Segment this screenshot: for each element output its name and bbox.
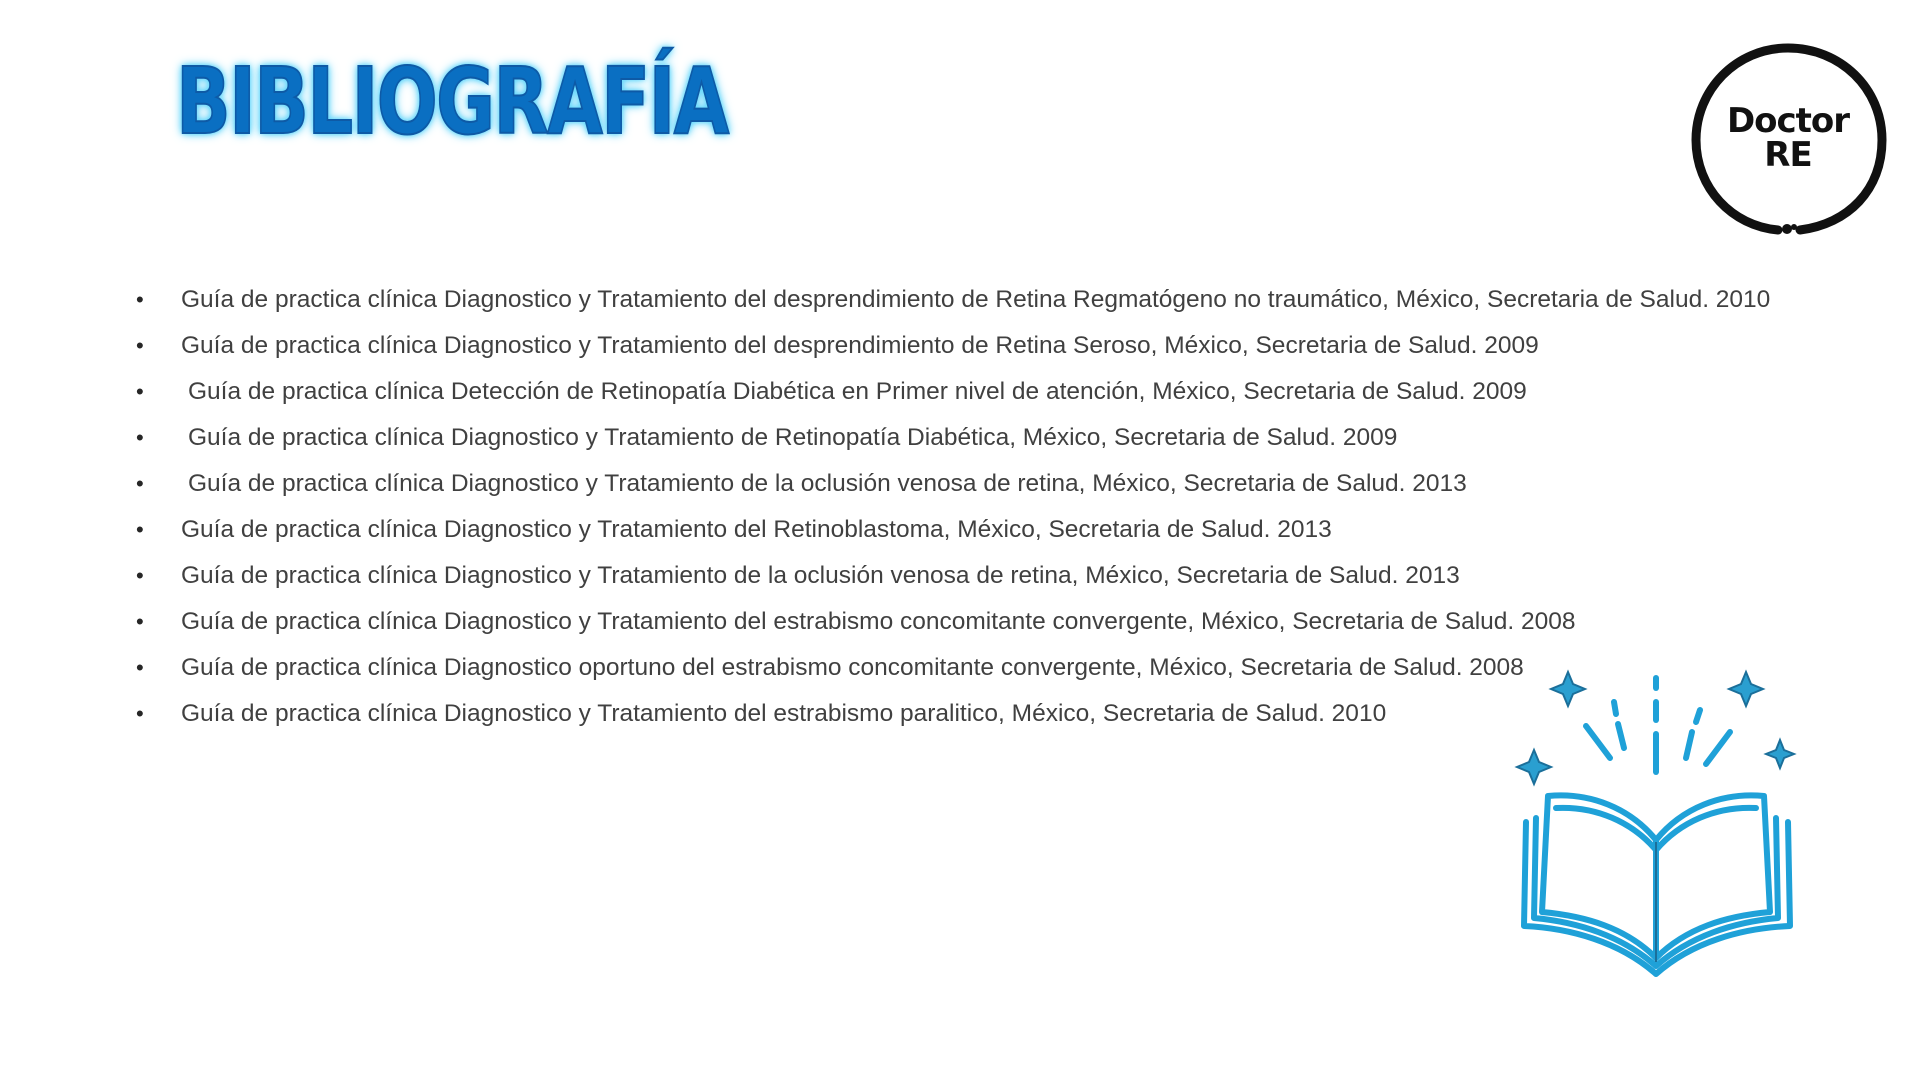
logo-text: [1688, 101, 1888, 175]
doctor-re-logo: [1688, 40, 1888, 240]
bullet-icon: •: [136, 517, 144, 542]
open-book-sparkles-icon: [1510, 662, 1812, 980]
reference-item: [136, 560, 1736, 591]
reference-item: [136, 422, 1736, 453]
bullet-icon: •: [136, 333, 144, 358]
bullet-icon: •: [136, 425, 144, 450]
reference-text: Guía de practica clínica Detección de Retinopatía Diabética en Primer nivel de atención, México, Secretaria de Salud. 2009: [188, 378, 1527, 405]
reference-text: Guía de practica clínica Diagnostico y Tratamiento del estrabismo concomitante convergente, México, Secretaria de Salud. 2008: [181, 608, 1576, 635]
reference-item: [136, 330, 1736, 361]
bullet-icon: •: [136, 563, 144, 588]
reference-text: Guía de practica clínica Diagnostico y Tratamiento de la oclusión venosa de retina, México, Secretaria de Salud. 2013: [188, 470, 1467, 497]
reference-item: [136, 698, 1736, 729]
reference-item: [136, 606, 1736, 637]
reference-text: Guía de practica clínica Diagnostico y Tratamiento del Retinoblastoma, México, Secretaria de Salud. 2013: [181, 516, 1332, 543]
bullet-icon: •: [136, 609, 144, 634]
reference-text: Guía de practica clínica Diagnostico y Tratamiento del desprendimiento de Retina Seroso, México, Secretaria de Salud. 2009: [181, 332, 1539, 359]
reference-list: [136, 284, 1771, 744]
bullet-icon: •: [136, 379, 144, 404]
reference-text: Guía de practica clínica Diagnostico y Tratamiento de Retinopatía Diabética, México, Secretaria de Salud. 2009: [188, 424, 1398, 451]
page-title: BIBLIOGRAFÍA: [176, 48, 728, 155]
reference-item: [136, 468, 1736, 499]
bullet-icon: •: [136, 471, 144, 496]
logo-line-2: RE: [1764, 135, 1812, 175]
bullet-icon: •: [136, 701, 144, 726]
reference-item: [136, 514, 1736, 545]
reference-text: Guía de practica clínica Diagnostico y Tratamiento de la oclusión venosa de retina, México, Secretaria de Salud. 2013: [181, 562, 1460, 589]
logo-line-1: Doctor: [1726, 101, 1850, 141]
reference-item: [136, 284, 1781, 315]
reference-text: Guía de practica clínica Diagnostico y Tratamiento del desprendimiento de Retina Regmatógeno no traumático, México, Secretaria de Salud. 2010: [181, 286, 1771, 313]
reference-item: [136, 376, 1736, 407]
reference-item: [136, 652, 1736, 683]
reference-text: Guía de practica clínica Diagnostico y Tratamiento del estrabismo paralitico, México, Secretaria de Salud. 2010: [181, 700, 1387, 727]
reference-text: Guía de practica clínica Diagnostico oportuno del estrabismo concomitante convergente, México, Secretaria de Salud. 2008: [181, 654, 1524, 681]
bullet-icon: •: [136, 287, 144, 312]
bullet-icon: •: [136, 655, 144, 680]
